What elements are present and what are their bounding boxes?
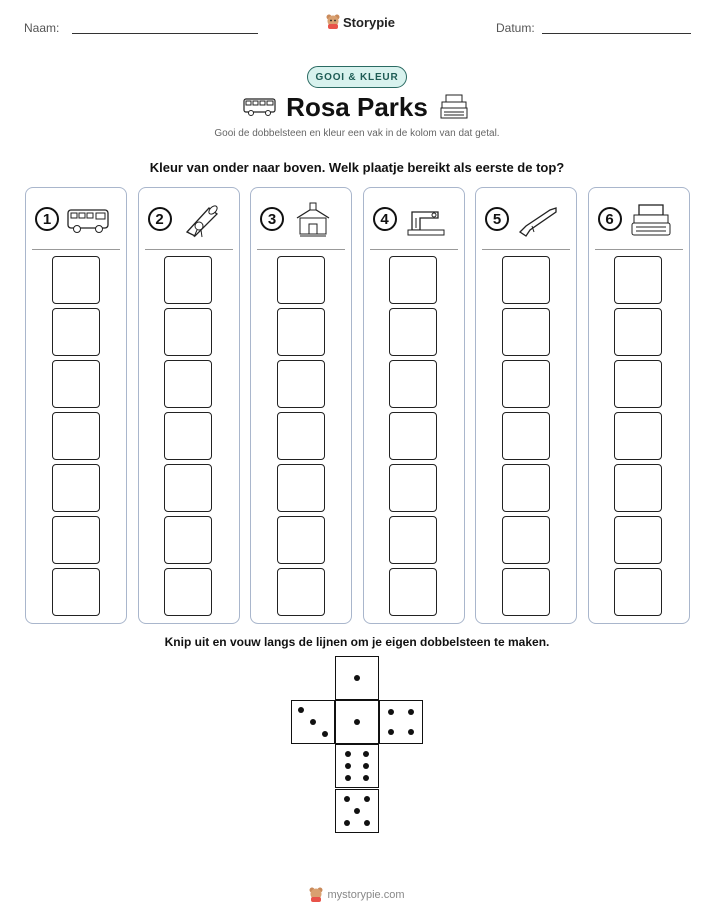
- typewriter-icon: [629, 202, 673, 238]
- die-pip: [364, 820, 370, 826]
- column-divider: [32, 249, 120, 250]
- column-header: [476, 188, 576, 250]
- color-cell[interactable]: [277, 412, 325, 460]
- footer: [0, 887, 714, 903]
- color-cell[interactable]: [614, 516, 662, 564]
- color-cell[interactable]: [52, 360, 100, 408]
- diploma-scroll-icon: [179, 202, 223, 238]
- color-cell[interactable]: [164, 360, 212, 408]
- die-pip: [354, 808, 360, 814]
- schoolhouse-icon: [291, 202, 335, 238]
- color-cell[interactable]: [389, 360, 437, 408]
- column-4: [363, 187, 465, 624]
- column-6: [588, 187, 690, 624]
- storypie-bear-icon: [326, 14, 340, 30]
- color-cell[interactable]: [164, 464, 212, 512]
- instruction-top: Kleur van onder naar boven. Welk plaatje bereikt als eerste de top?: [149, 160, 565, 175]
- color-cell[interactable]: [164, 412, 212, 460]
- rifle-icon: [516, 202, 560, 238]
- color-cell[interactable]: [389, 256, 437, 304]
- die-pip: [344, 820, 350, 826]
- column-number: 4: [373, 207, 397, 231]
- color-cell[interactable]: [502, 412, 550, 460]
- color-cell[interactable]: [277, 360, 325, 408]
- column-header: [26, 188, 126, 250]
- color-cell[interactable]: [614, 308, 662, 356]
- brand-name: Storypie: [343, 14, 396, 30]
- name-label: Naam:: [24, 21, 60, 35]
- color-cell[interactable]: [277, 308, 325, 356]
- sewing-machine-icon: [404, 202, 448, 238]
- column-header: [364, 188, 464, 250]
- color-cell[interactable]: [164, 308, 212, 356]
- column-1: [25, 187, 127, 624]
- die-face-6: [335, 744, 379, 788]
- instruction-bottom: Knip uit en vouw langs de lijnen om je eigen dobbelsteen te maken.: [164, 635, 550, 649]
- color-cell[interactable]: [164, 256, 212, 304]
- color-cell[interactable]: [502, 568, 550, 616]
- die-pip: [363, 775, 369, 781]
- column-number: 1: [35, 207, 59, 231]
- column-header: [139, 188, 239, 250]
- die-pip: [354, 719, 360, 725]
- column-number: 3: [260, 207, 284, 231]
- die-face-4: [379, 700, 423, 744]
- date-label: Datum:: [496, 21, 535, 35]
- footer-url[interactable]: mystorypie.com: [327, 889, 405, 901]
- date-line[interactable]: [542, 33, 691, 34]
- column-header: [589, 188, 689, 250]
- color-cell[interactable]: [164, 568, 212, 616]
- color-cell[interactable]: [389, 308, 437, 356]
- die-pip: [345, 751, 351, 757]
- die-pip: [363, 751, 369, 757]
- color-cell[interactable]: [502, 256, 550, 304]
- color-cell[interactable]: [502, 360, 550, 408]
- column-2: [138, 187, 240, 624]
- column-divider: [145, 249, 233, 250]
- color-cell[interactable]: [52, 516, 100, 564]
- column-divider: [370, 249, 458, 250]
- column-number: 5: [485, 207, 509, 231]
- column-number: 6: [598, 207, 622, 231]
- typewriter-icon: [440, 94, 468, 120]
- color-cell[interactable]: [389, 412, 437, 460]
- die-face-3: [291, 700, 335, 744]
- color-cell[interactable]: [52, 256, 100, 304]
- color-cell[interactable]: [614, 568, 662, 616]
- die-pip: [363, 763, 369, 769]
- color-cell[interactable]: [614, 256, 662, 304]
- die-pip: [388, 709, 394, 715]
- color-cell[interactable]: [502, 308, 550, 356]
- page-title: Rosa Parks: [286, 92, 428, 122]
- column-number: 2: [148, 207, 172, 231]
- color-cell[interactable]: [52, 412, 100, 460]
- color-cell[interactable]: [277, 256, 325, 304]
- die-pip: [388, 729, 394, 735]
- color-cell[interactable]: [614, 464, 662, 512]
- die-pip: [310, 719, 316, 725]
- die-pip: [345, 763, 351, 769]
- color-cell[interactable]: [389, 516, 437, 564]
- brand-logo: [326, 14, 395, 30]
- color-cell[interactable]: [52, 308, 100, 356]
- color-cell[interactable]: [277, 568, 325, 616]
- die-pip: [344, 796, 350, 802]
- die-pip: [364, 796, 370, 802]
- color-cell[interactable]: [502, 516, 550, 564]
- color-cell[interactable]: [277, 516, 325, 564]
- color-cell[interactable]: [52, 568, 100, 616]
- die-face-5: [335, 789, 379, 833]
- die-face-1: [335, 700, 379, 744]
- die-pip: [345, 775, 351, 781]
- color-cell[interactable]: [164, 516, 212, 564]
- column-divider: [595, 249, 683, 250]
- color-cell[interactable]: [502, 464, 550, 512]
- storypie-bear-icon: [309, 887, 323, 903]
- name-line[interactable]: [72, 33, 258, 34]
- column-5: [475, 187, 577, 624]
- color-cell[interactable]: [277, 464, 325, 512]
- school-bus-icon: [66, 202, 110, 238]
- die-pip: [298, 707, 304, 713]
- die-pip: [408, 729, 414, 735]
- color-cell[interactable]: [614, 412, 662, 460]
- page-subtitle: Gooi de dobbelsteen en kleur een vak in de kolom van dat getal.: [214, 128, 500, 139]
- die-face-1: [335, 656, 379, 700]
- die-pip: [354, 675, 360, 681]
- column-header: [251, 188, 351, 250]
- column-3: [250, 187, 352, 624]
- column-divider: [257, 249, 345, 250]
- color-cell[interactable]: [389, 464, 437, 512]
- color-cell[interactable]: [389, 568, 437, 616]
- color-cell[interactable]: [52, 464, 100, 512]
- column-divider: [482, 249, 570, 250]
- die-pip: [322, 731, 328, 737]
- activity-badge: GOOI & KLEUR: [307, 66, 407, 88]
- die-pip: [408, 709, 414, 715]
- color-cell[interactable]: [614, 360, 662, 408]
